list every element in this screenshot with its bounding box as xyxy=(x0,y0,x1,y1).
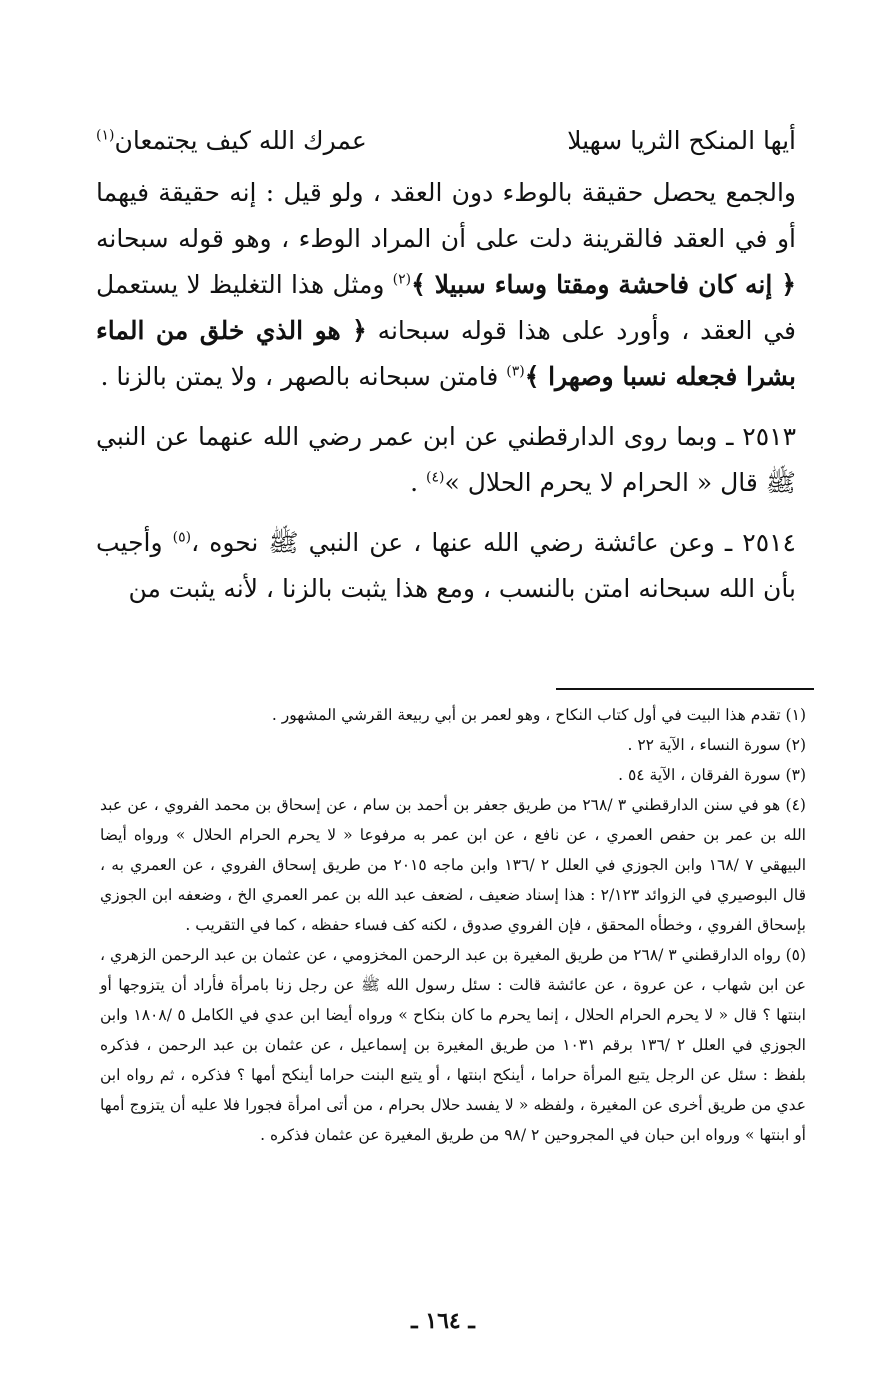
footnote-5: (٥) رواه الدارقطني ٣ /٢٦٨ من طريق المغيرة بن عبد الرحمن المخزومي ، عن عثمان بن عبد الرحمن الزهري ، عن ابن شهاب ، عن عروة ، عن عائشة قالت : سئل رسول الله ﷺ عن رجل زنا بامرأة فأراد أن يتزوجها أو ابنتها ؟ قال « لا يحرم الحرام الحلال ، إنما يحرم ما كان بنكاح » ورواه أيضا ابن عدي في الكامل ٥ /١٨٠٨ وابن الجوزي في العلل ٢ /١٣٦ برقم ١٠٣١ من طريق المغيرة بن إسماعيل ، عن عثمان بن عبد الرحمن ، فذكره بلفظ : سئل عن الرجل يتبع المرأة حراما ، أينكح ابنتها ، أو يتبع البنت حراما أينكح أمها ؟ فذكره ، ثم رواه ابن عدي من طريق أخرى عن المغيرة ، ولفظه « لا يفسد حلال بحرام ، من أتى امرأة فجورا فلا عليه أن يتزوج أمها أو ابنتها » ورواه ابن حبان في المجروحين ٢ /٩٨ من طريق المغيرة عن عثمان فذكره . xyxy=(100,946,807,1144)
hadith-number-2514: ٢٥١٤ ـ xyxy=(724,528,796,557)
main-text xyxy=(96,118,796,612)
footnote-ref-4[interactable]: (٤) xyxy=(426,469,445,486)
footnote-4: (٤) هو في سنن الدارقطني ٣ /٢٦٨ من طريق جعفر بن أحمد بن سام ، عن إسحاق بن محمد الفروي ، عن عبد الله بن عمر بن حفص العمري ، عن نافع ، عن ابن عمر به مرفوعا « لا يحرم الحرام الحلال » ورواه أيضا البيهقي ٧ /١٦٨ وابن الجوزي في العلل ٢ /١٣٦ وابن ماجه ٢٠١٥ من طريق إسحاق الفروي ، عن العمري به ، قال البوصيري في الزوائد ٢/١٢٣ : هذا إسناد ضعيف ، لضعف عبد الله بن عمر العمري الخ ، وضعفه ابن الجوزي بإسحاق الفروي ، وخطأه المحقق ، فإن الفروي صدوق ، لكنه كف فساء حفظه ، كما في التقريب . xyxy=(100,796,807,934)
footnote-ref-5[interactable]: (٥) xyxy=(172,529,192,546)
footnotes xyxy=(100,700,806,1150)
footnote-2: (٢) سورة النساء ، الآية ٢٢ . xyxy=(627,736,806,754)
hadith-2514 xyxy=(96,520,796,612)
footnote-1: (١) تقدم هذا البيت في أول كتاب النكاح ، وهو لعمر بن أبي ربيعة القرشي المشهور . xyxy=(271,706,806,724)
footnote-3: (٣) سورة الفرقان ، الآية ٥٤ . xyxy=(618,766,806,784)
poem-hemistich-second: عمرك الله كيف يجتمعان$^{(١)}$ xyxy=(96,126,367,155)
footnote-ref-1[interactable]: (١) xyxy=(96,127,115,144)
page-number: ـ ١٦٤ ـ xyxy=(411,1308,475,1334)
hadith-2513 xyxy=(96,414,796,506)
hadith-text-2514: وعن عائشة رضي الله عنها ، عن النبي ﷺ نحوه ، xyxy=(191,528,715,557)
footnote-divider xyxy=(556,688,814,690)
poem-verse xyxy=(96,118,796,164)
hadith-rest-2514: وأجيب بأن الله سبحانه امتن بالنسب ، ومع هذا يثبت بالزنا ، لأنه يثبت من xyxy=(96,528,796,603)
poem-hemistich-first: أيها المنكح الثريا سهيلا xyxy=(567,126,796,155)
quran-quote-1: ﴿ إنه كان فاحشة ومقتا وساء سبيلا ﴾ xyxy=(411,270,796,299)
body-paragraph xyxy=(96,170,796,400)
footnote-ref-3[interactable]: (٣) xyxy=(506,363,525,380)
body-text-b: ومثل هذا التغليظ لا يستعمل في العقد ، وأورد على هذا قوله سبحانه xyxy=(96,270,796,345)
body-text-a: والجمع يحصل حقيقة بالوطء دون العقد ، ولو قيل : إنه حقيقة فيهما أو في العقد فالقرينة دلت على أن المراد الوطء ، وهو قوله سبحانه xyxy=(96,178,796,253)
hadith-end-2513: . xyxy=(410,468,427,497)
hadith-number-2513: ٢٥١٣ ـ xyxy=(726,422,796,451)
quran-quote-2: ﴿ هو الذي خلق من الماء بشرا فجعله نسبا وصهرا ﴾ xyxy=(96,316,796,391)
hadith-text-2513: وبما روى الدارقطني عن ابن عمر رضي الله عنهما عن النبي ﷺ قال « الحرام لا يحرم الحلال » xyxy=(96,422,796,497)
body-text-c: فامتن سبحانه بالصهر ، ولا يمتن بالزنا . xyxy=(100,362,499,391)
footnote-ref-2[interactable]: (٢) xyxy=(392,271,412,288)
